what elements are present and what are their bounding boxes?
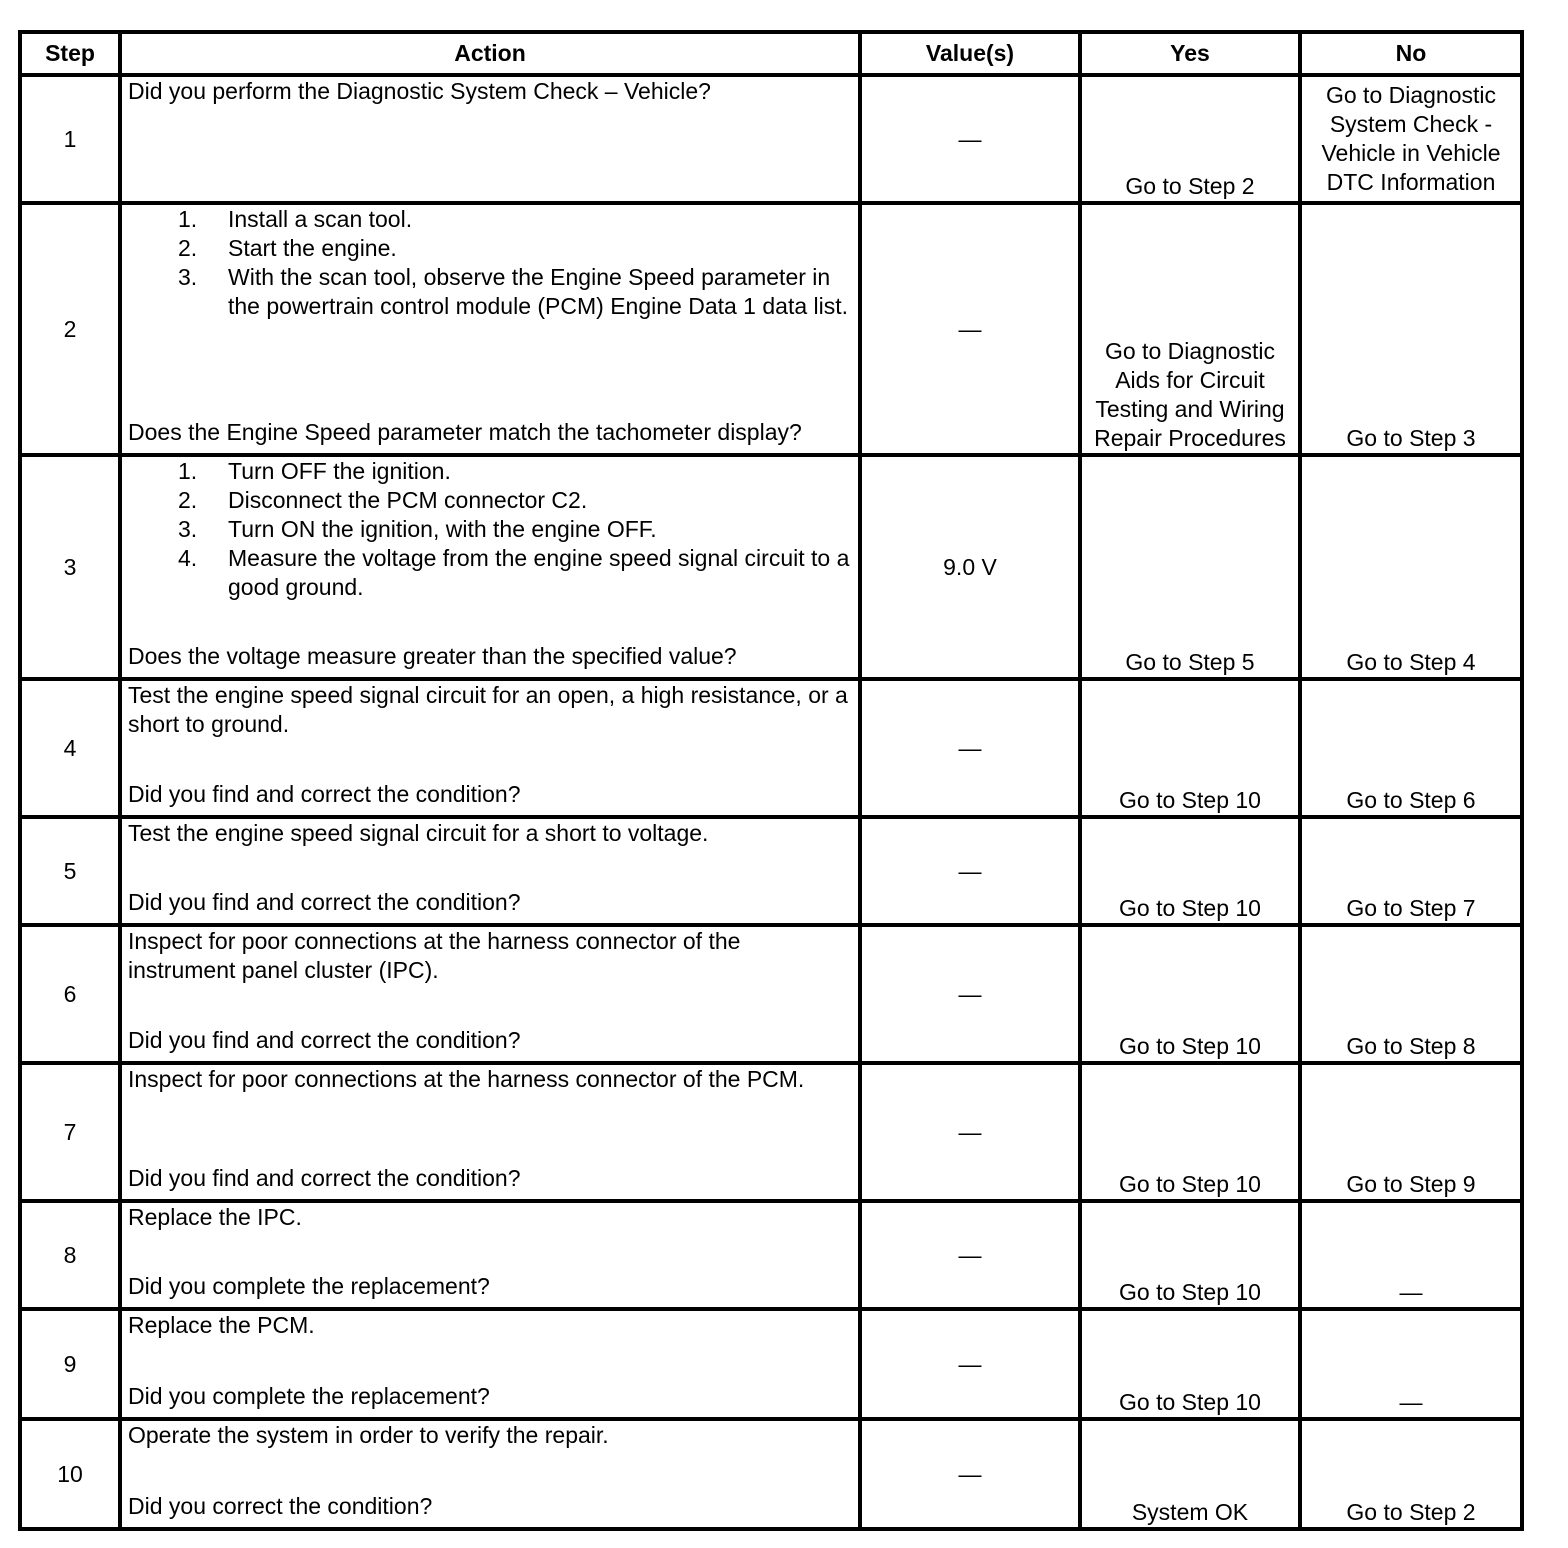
yes-cell: Go to Step 5	[1080, 455, 1300, 679]
action-cell	[120, 679, 860, 817]
value-cell: —	[860, 1063, 1080, 1201]
no-cell: Go to Step 6	[1300, 679, 1522, 817]
value-cell: —	[860, 1309, 1080, 1419]
action-top	[128, 819, 852, 848]
substep-item	[128, 457, 852, 486]
substep-number: 3.	[178, 516, 198, 542]
action-intro: Replace the PCM.	[128, 1312, 315, 1338]
no-cell: Go to Diagnostic System Check - Vehicle in Vehicle DTC Information	[1300, 75, 1522, 203]
table-row	[20, 925, 1522, 1063]
action-intro: Inspect for poor connections at the harness connector of the instrument panel cluster (IPC).	[128, 928, 741, 983]
action-top	[128, 1421, 852, 1450]
substep-item	[128, 234, 852, 263]
action-cell	[120, 75, 860, 203]
substep-number: 3.	[178, 264, 198, 290]
action-cell	[120, 1309, 860, 1419]
substep-item	[128, 263, 852, 321]
table-body	[20, 75, 1522, 1529]
step-number: 4	[20, 679, 120, 817]
action-content	[128, 1421, 852, 1521]
header-row	[20, 32, 1522, 75]
action-content	[128, 1203, 852, 1301]
step-number: 7	[20, 1063, 120, 1201]
yes-cell: System OK	[1080, 1419, 1300, 1529]
action-content	[128, 1311, 852, 1411]
yes-cell: Go to Step 10	[1080, 817, 1300, 925]
substep-text: Turn ON the ignition, with the engine OFF.	[228, 516, 657, 542]
step-number: 9	[20, 1309, 120, 1419]
action-content	[128, 77, 852, 195]
table-row	[20, 1309, 1522, 1419]
substep-number: 1.	[178, 458, 198, 484]
substep-text: Disconnect the PCM connector C2.	[228, 487, 588, 513]
yes-cell: Go to Step 10	[1080, 1309, 1300, 1419]
value-cell: —	[860, 75, 1080, 203]
step-number: 5	[20, 817, 120, 925]
action-intro: Inspect for poor connections at the harness connector of the PCM.	[128, 1066, 805, 1092]
action-cell	[120, 1419, 860, 1529]
substep-number: 2.	[178, 235, 198, 261]
action-cell	[120, 455, 860, 679]
no-cell: Go to Step 2	[1300, 1419, 1522, 1529]
header-step: Step	[20, 32, 120, 75]
step-number: 8	[20, 1201, 120, 1309]
action-intro: Did you perform the Diagnostic System Check – Vehicle?	[128, 78, 711, 104]
action-top	[128, 1065, 852, 1094]
header-action: Action	[120, 32, 860, 75]
substep-list	[128, 205, 852, 321]
action-cell	[120, 925, 860, 1063]
header-values: Value(s)	[860, 32, 1080, 75]
value-cell: —	[860, 817, 1080, 925]
table-row	[20, 1419, 1522, 1529]
action-top	[128, 457, 852, 602]
yes-cell: Go to Step 2	[1080, 75, 1300, 203]
substep-number: 2.	[178, 487, 198, 513]
substep-item	[128, 486, 852, 515]
action-question: Did you complete the replacement?	[128, 1383, 490, 1409]
step-number: 1	[20, 75, 120, 203]
substep-item	[128, 515, 852, 544]
step-number: 3	[20, 455, 120, 679]
substep-text: With the scan tool, observe the Engine Speed parameter in the powertrain control module (PCM) Engine Data 1 data list.	[228, 264, 849, 319]
action-top	[128, 1203, 852, 1232]
substep-item	[128, 544, 852, 602]
action-top	[128, 77, 852, 106]
action-intro: Replace the IPC.	[128, 1204, 302, 1230]
step-number: 10	[20, 1419, 120, 1529]
substep-text: Measure the voltage from the engine speed signal circuit to a good ground.	[228, 545, 850, 600]
table-row	[20, 1201, 1522, 1309]
no-cell: Go to Step 7	[1300, 817, 1522, 925]
no-cell: Go to Step 3	[1300, 203, 1522, 455]
action-cell	[120, 1063, 860, 1201]
yes-cell: Go to Step 10	[1080, 679, 1300, 817]
value-cell: —	[860, 203, 1080, 455]
action-question: Does the voltage measure greater than the specified value?	[128, 643, 737, 669]
action-top	[128, 1311, 852, 1340]
action-question: Did you complete the replacement?	[128, 1273, 490, 1299]
no-cell: —	[1300, 1309, 1522, 1419]
action-question: Did you find and correct the condition?	[128, 781, 521, 807]
action-content	[128, 819, 852, 917]
action-content	[128, 457, 852, 671]
substep-list	[128, 457, 852, 602]
substep-text: Start the engine.	[228, 235, 397, 261]
header-no: No	[1300, 32, 1522, 75]
header-yes: Yes	[1080, 32, 1300, 75]
value-cell: 9.0 V	[860, 455, 1080, 679]
table-row	[20, 203, 1522, 455]
no-cell: Go to Step 8	[1300, 925, 1522, 1063]
action-content	[128, 205, 852, 447]
action-intro: Test the engine speed signal circuit for an open, a high resistance, or a short to ground.	[128, 682, 848, 737]
action-question: Did you correct the condition?	[128, 1493, 433, 1519]
substep-text: Install a scan tool.	[228, 206, 413, 232]
no-cell: —	[1300, 1201, 1522, 1309]
table-row	[20, 1063, 1522, 1201]
table-row	[20, 455, 1522, 679]
step-number: 2	[20, 203, 120, 455]
step-number: 6	[20, 925, 120, 1063]
action-top	[128, 205, 852, 321]
table-row	[20, 75, 1522, 203]
action-question: Did you find and correct the condition?	[128, 1027, 521, 1053]
value-cell: —	[860, 1201, 1080, 1309]
substep-number: 4.	[178, 545, 198, 571]
action-cell	[120, 203, 860, 455]
table-row	[20, 817, 1522, 925]
yes-cell: Go to Diagnostic Aids for Circuit Testing and Wiring Repair Procedures	[1080, 203, 1300, 455]
yes-cell: Go to Step 10	[1080, 1063, 1300, 1201]
action-question: Did you find and correct the condition?	[128, 889, 521, 915]
action-content	[128, 927, 852, 1055]
action-intro: Operate the system in order to verify the repair.	[128, 1422, 609, 1448]
no-cell: Go to Step 9	[1300, 1063, 1522, 1201]
action-intro: Test the engine speed signal circuit for a short to voltage.	[128, 820, 709, 846]
value-cell: —	[860, 925, 1080, 1063]
substep-number: 1.	[178, 206, 198, 232]
diagnostic-table	[18, 30, 1524, 1531]
action-content	[128, 681, 852, 809]
action-top	[128, 927, 852, 985]
action-question: Does the Engine Speed parameter match the tachometer display?	[128, 419, 802, 445]
action-question: Did you find and correct the condition?	[128, 1165, 521, 1191]
yes-cell: Go to Step 10	[1080, 1201, 1300, 1309]
substep-text: Turn OFF the ignition.	[228, 458, 451, 484]
yes-cell: Go to Step 10	[1080, 925, 1300, 1063]
action-cell	[120, 1201, 860, 1309]
value-cell: —	[860, 679, 1080, 817]
substep-item	[128, 205, 852, 234]
action-top	[128, 681, 852, 739]
no-cell: Go to Step 4	[1300, 455, 1522, 679]
value-cell: —	[860, 1419, 1080, 1529]
action-cell	[120, 817, 860, 925]
action-content	[128, 1065, 852, 1193]
table-row	[20, 679, 1522, 817]
